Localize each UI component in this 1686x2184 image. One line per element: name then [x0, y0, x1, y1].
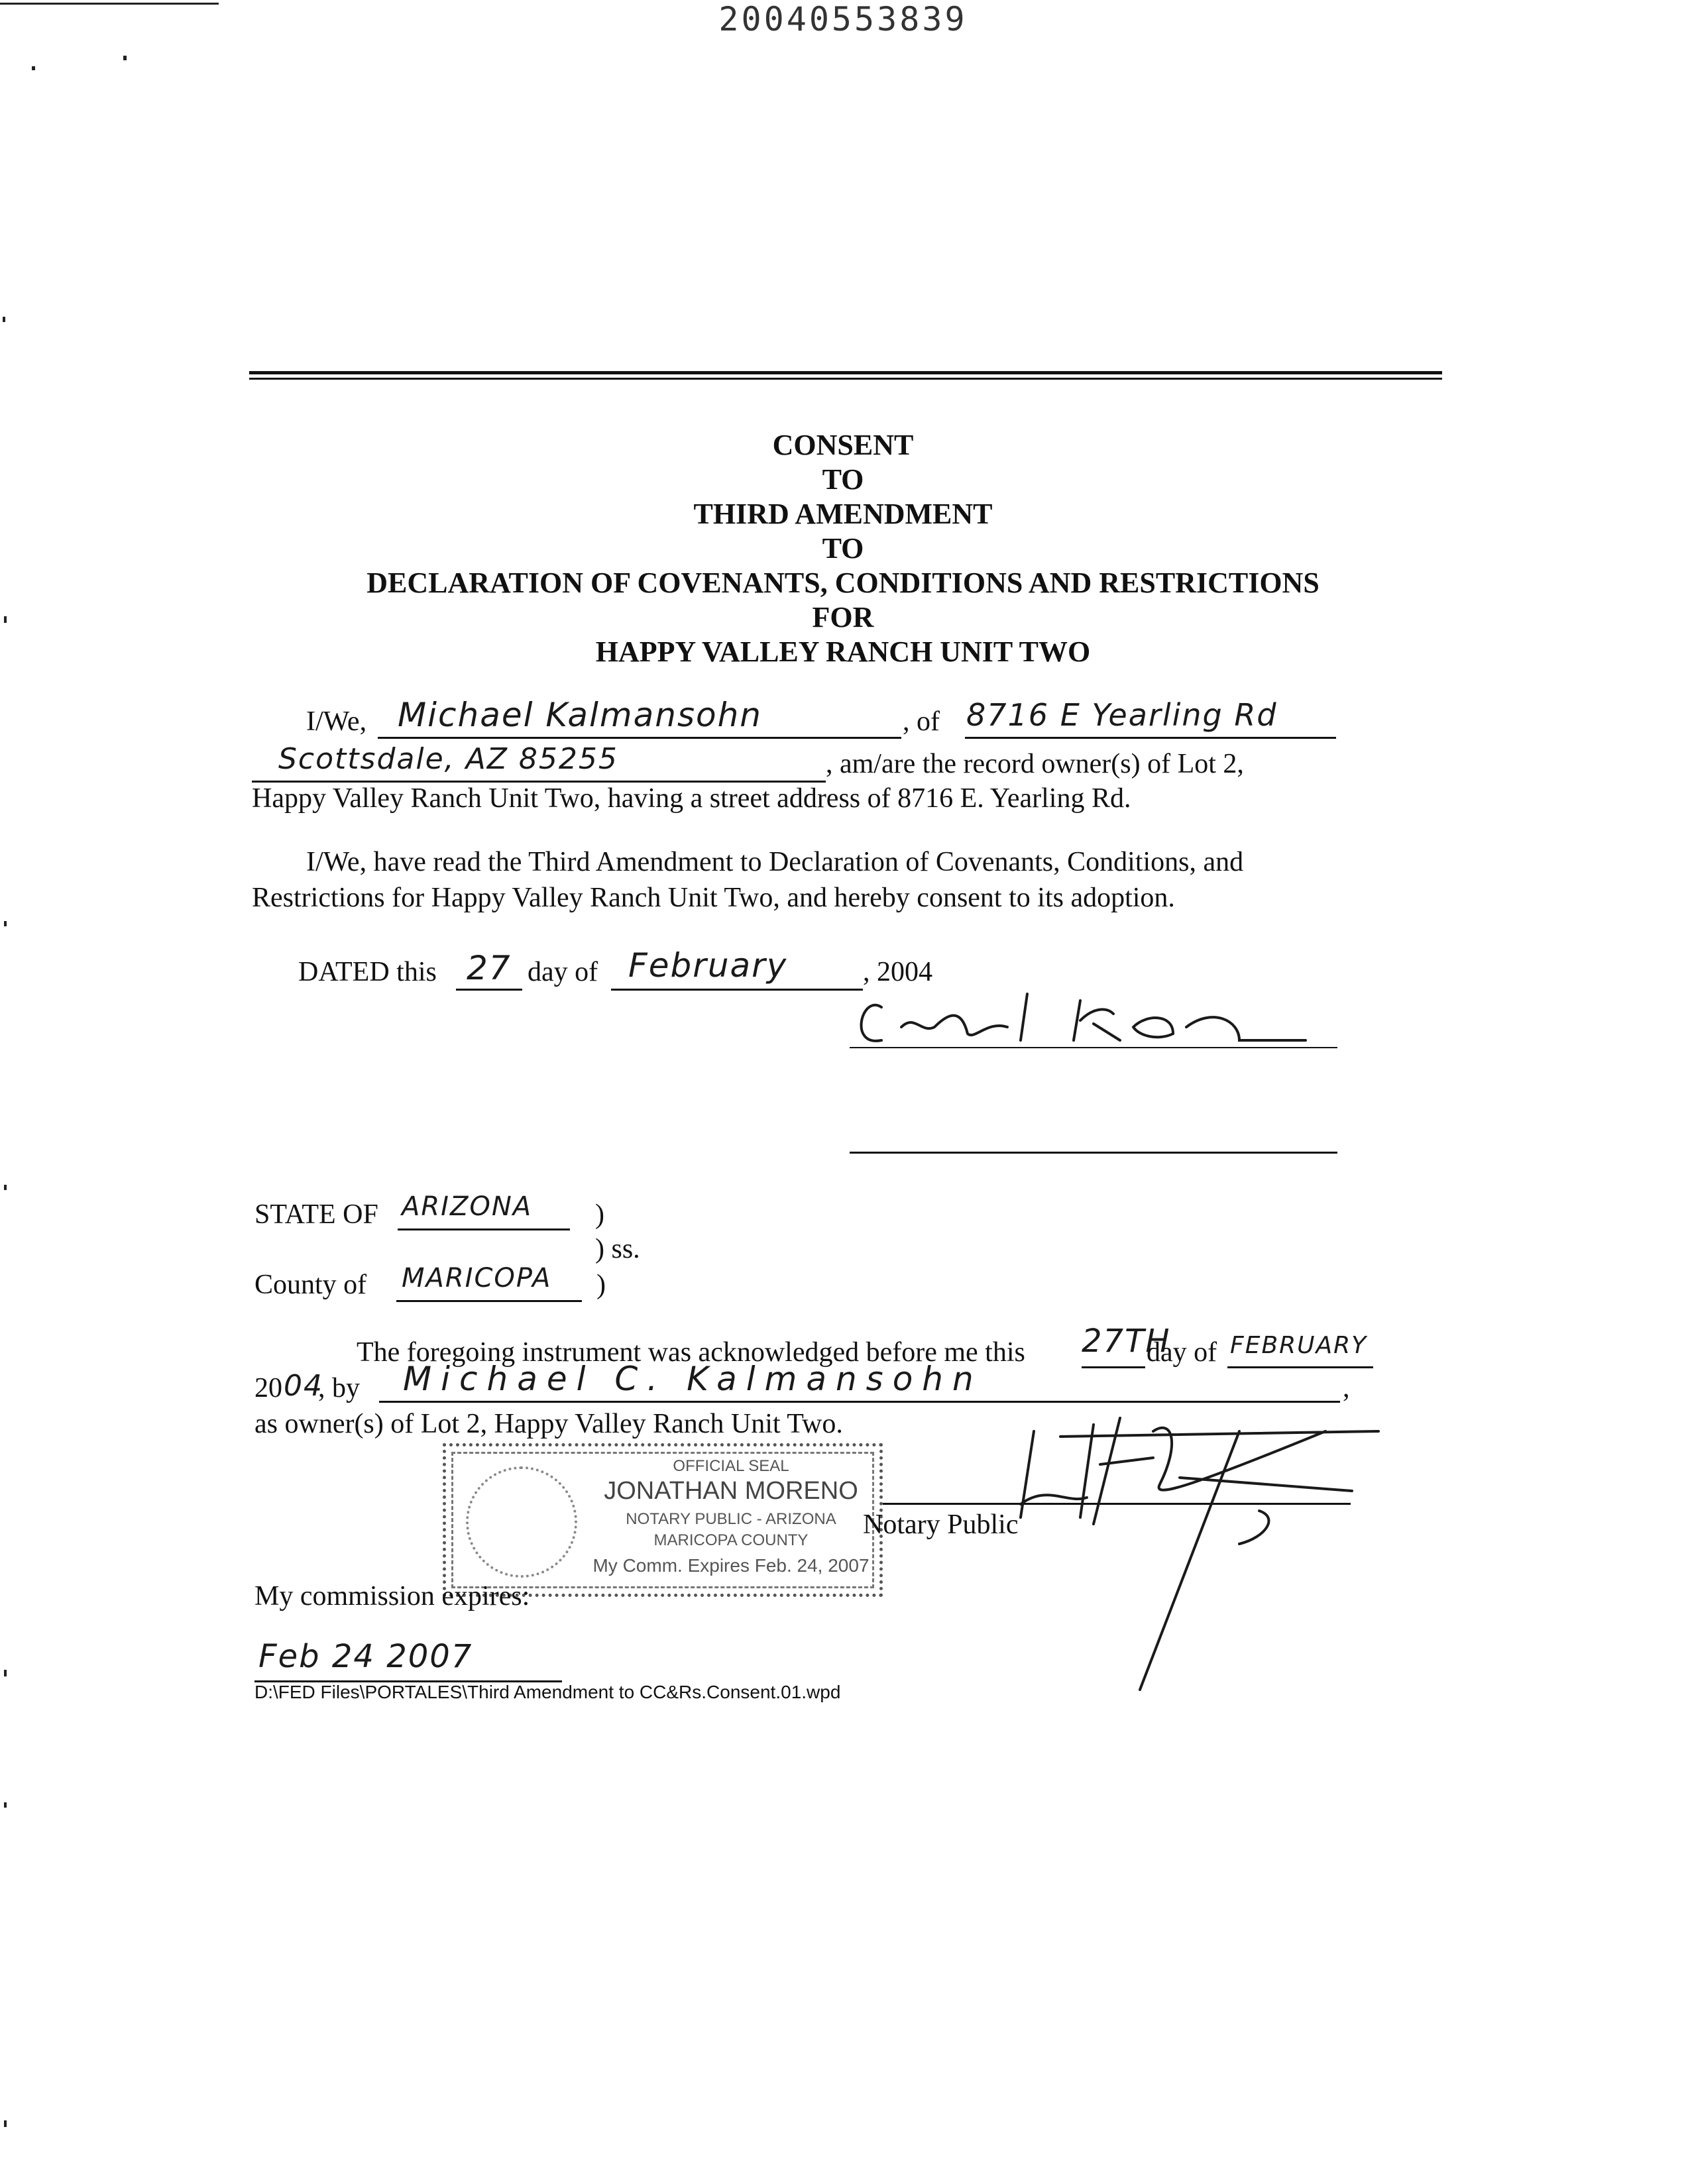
ack-name-handwritten: Michael C. Kalmansohn [403, 1360, 983, 1398]
commission-date-line [254, 1635, 562, 1682]
scan-speck [4, 1802, 7, 1808]
scan-edge-line [0, 3, 219, 5]
county-label: County of [254, 1270, 367, 1300]
ack-day-handwritten: 27TH [1082, 1323, 1171, 1360]
dated-prefix: DATED this [298, 957, 437, 987]
street-address-text: Happy Valley Ranch Unit Two, having a street address of 8716 E. Yearling Rd. [252, 783, 1131, 814]
file-path: D:\FED Files\PORTALES\Third Amendment to CC&Rs.Consent.01.wpd [254, 1682, 841, 1702]
owner-signature-line [850, 1047, 1337, 1048]
scan-speck [32, 66, 35, 70]
commission-date-handwritten: Feb 24 2007 [258, 1638, 473, 1675]
seal-emblem [466, 1466, 577, 1578]
seal-line-3: NOTARY PUBLIC - ARIZONA [626, 1510, 836, 1528]
top-rule [249, 371, 1442, 374]
county-handwritten: MARICOPA [402, 1263, 552, 1293]
document-number: 20040553839 [718, 0, 968, 38]
owner-signature [842, 967, 1359, 1060]
address-line1 [965, 694, 1336, 739]
ack-text: The foregoing instrument was acknowledged before me this [357, 1337, 1025, 1368]
title-third-amendment: THIRD AMENDMENT [693, 498, 993, 530]
scan-speck [3, 317, 5, 322]
ack-comma: , [1343, 1373, 1350, 1403]
scan-speck [4, 616, 7, 623]
seal-line-1: OFFICIAL SEAL [673, 1457, 789, 1475]
seal-line-4: MARICOPA COUNTY [653, 1531, 809, 1549]
scan-speck [123, 56, 127, 60]
dated-day-handwritten: 27 [467, 949, 512, 987]
state-label: STATE OF [254, 1199, 378, 1230]
owner-prefix: I/We, [306, 706, 367, 737]
address-line2 [252, 739, 826, 783]
ack-month-handwritten: FEBRUARY [1230, 1332, 1368, 1359]
scan-speck [4, 1670, 7, 1676]
dated-month-handwritten: February [628, 946, 788, 985]
title-to-1: TO [822, 463, 864, 496]
record-owner-text: , am/are the record owner(s) of Lot 2, [826, 749, 1244, 779]
address-line2-handwritten: Scottsdale, AZ 85255 [278, 742, 618, 776]
dated-month-line [611, 946, 863, 991]
commission-label: My commission expires: [254, 1581, 530, 1611]
owner-of-text: , of [903, 706, 940, 737]
title-consent: CONSENT [772, 429, 914, 461]
owner-lot-line: as owner(s) of Lot 2, Happy Valley Ranch Unit Two. [254, 1409, 843, 1439]
dated-day-of: day of [528, 957, 598, 987]
state-line [398, 1186, 570, 1230]
address-line1-handwritten: 8716 E Yearling Rd [966, 697, 1278, 733]
state-handwritten: ARIZONA [402, 1191, 533, 1222]
scan-speck [4, 921, 7, 926]
scan-speck [4, 1185, 7, 1190]
notary-public-label: Notary Public [863, 1509, 1019, 1540]
second-signature-line [850, 1152, 1337, 1154]
scan-speck [4, 2120, 7, 2127]
notary-signature [981, 1405, 1405, 1710]
dated-year: , 2004 [863, 957, 932, 987]
notary-seal [443, 1443, 883, 1597]
title-declaration: DECLARATION OF COVENANTS, CONDITIONS AND RESTRICTIONS [366, 567, 1320, 599]
consent-line-1: I/We, have read the Third Amendment to Declaration of Covenants, Conditions, and [306, 847, 1244, 877]
ack-by: , by [318, 1373, 360, 1403]
owner-name-handwritten: Michael Kalmansohn [398, 696, 762, 734]
ack-year-prefix: 20 [254, 1373, 282, 1403]
ss-label: ) ss. [595, 1234, 640, 1264]
ack-year-handwritten: 04 [284, 1369, 323, 1403]
dated-day-line [456, 949, 522, 991]
seal-line-5: My Comm. Expires Feb. 24, 2007 [592, 1555, 870, 1576]
title-for: FOR [812, 601, 874, 633]
seal-line-2: JONATHAN MORENO [604, 1477, 858, 1505]
title-to-2: TO [822, 532, 864, 565]
county-paren: ) [596, 1270, 606, 1300]
ack-day-of: day of [1147, 1337, 1217, 1368]
ack-name-line [379, 1360, 1340, 1403]
state-paren: ) [595, 1199, 604, 1230]
county-line [396, 1259, 582, 1302]
consent-line-2: Restrictions for Happy Valley Ranch Unit Two, and hereby consent to its adoption. [252, 883, 1175, 913]
title-happy-valley: HAPPY VALLEY RANCH UNIT TWO [595, 635, 1091, 668]
top-rule-thin [249, 378, 1442, 380]
owner-name-line [378, 694, 901, 739]
